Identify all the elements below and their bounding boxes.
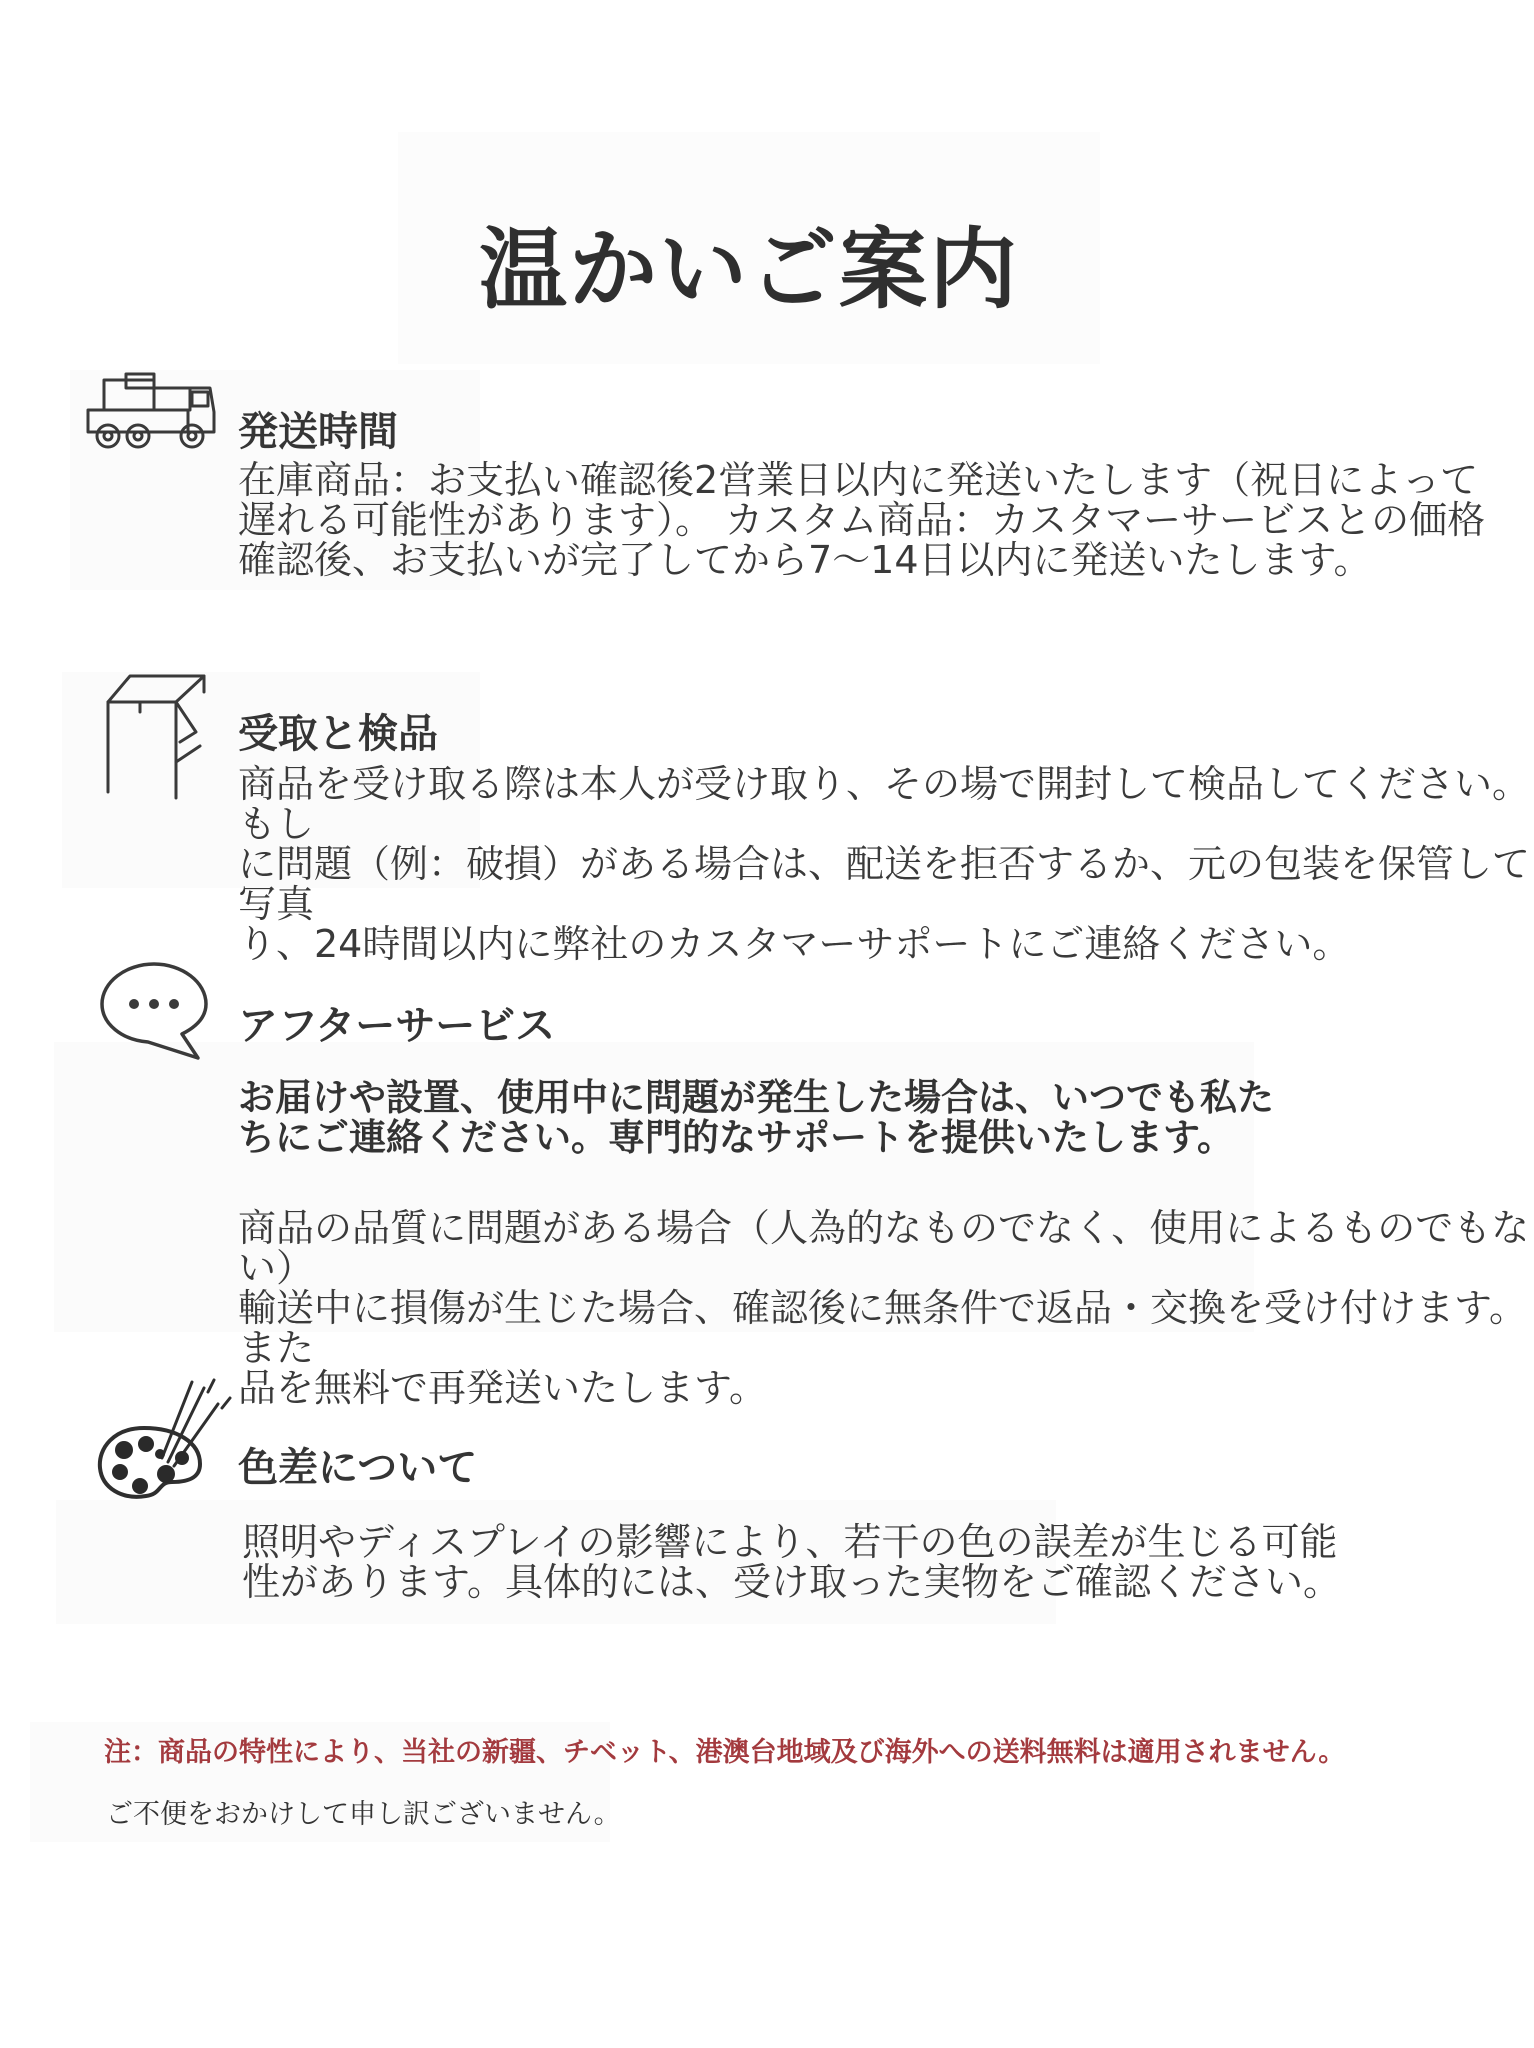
- inspection-paragraph: 商品を受け取る際は本人が受け取り、その場で開封して検品してください。もし に問題（例：破損）がある場合は、配送を拒否するか、元の包装を保管して写真 り、24時間以内に弊社のカスタマーサポートにご連絡ください。: [238, 764, 1531, 964]
- speech-bubble-icon: [98, 960, 210, 1060]
- palette-brushes-icon: [96, 1378, 236, 1502]
- shipping-note: 注：商品の特性により、当社の新疆、チベット、港澳台地域及び海外への送料無料は適用されません。: [104, 1737, 1346, 1768]
- section-title-color-difference: 色差について: [238, 1445, 478, 1491]
- section-title-shipping: 発送時間: [238, 409, 398, 455]
- section-title-inspection: 受取と検品: [238, 711, 438, 757]
- page-title: 温かいご案内: [478, 218, 1019, 321]
- shipping-paragraph: 在庫商品：お支払い確認後2営業日以内に発送いたします（祝日によって 遅れる可能性があります）。 カスタム商品：カスタマーサービスとの価格 確認後、お支払いが完了してから7〜14日以内に発送いたします。: [238, 460, 1486, 580]
- truck-icon: [86, 372, 222, 458]
- apology-text: ご不便をおかけして申し訳ございません。: [106, 1799, 621, 1830]
- after-service-paragraph: 商品の品質に問題がある場合（人為的なものでなく、使用によるものでもない） 輸送中に損傷が生じた場合、確認後に無条件で返品・交換を受け付けます。また 品を無料で再発送いたします。: [238, 1208, 1530, 1408]
- color-difference-paragraph: 照明やディスプレイの影響により、若干の色の誤差が生じる可能 性があります。具体的には、受け取った実物をご確認ください。: [242, 1522, 1341, 1602]
- section-title-after-service: アフターサービス: [238, 1003, 556, 1049]
- open-box-icon: [100, 672, 210, 802]
- after-service-lead: お届けや設置、使用中に問題が発生した場合は、いつでも私た ちにご連絡ください。専門的なサポートを提供いたします。: [238, 1078, 1274, 1158]
